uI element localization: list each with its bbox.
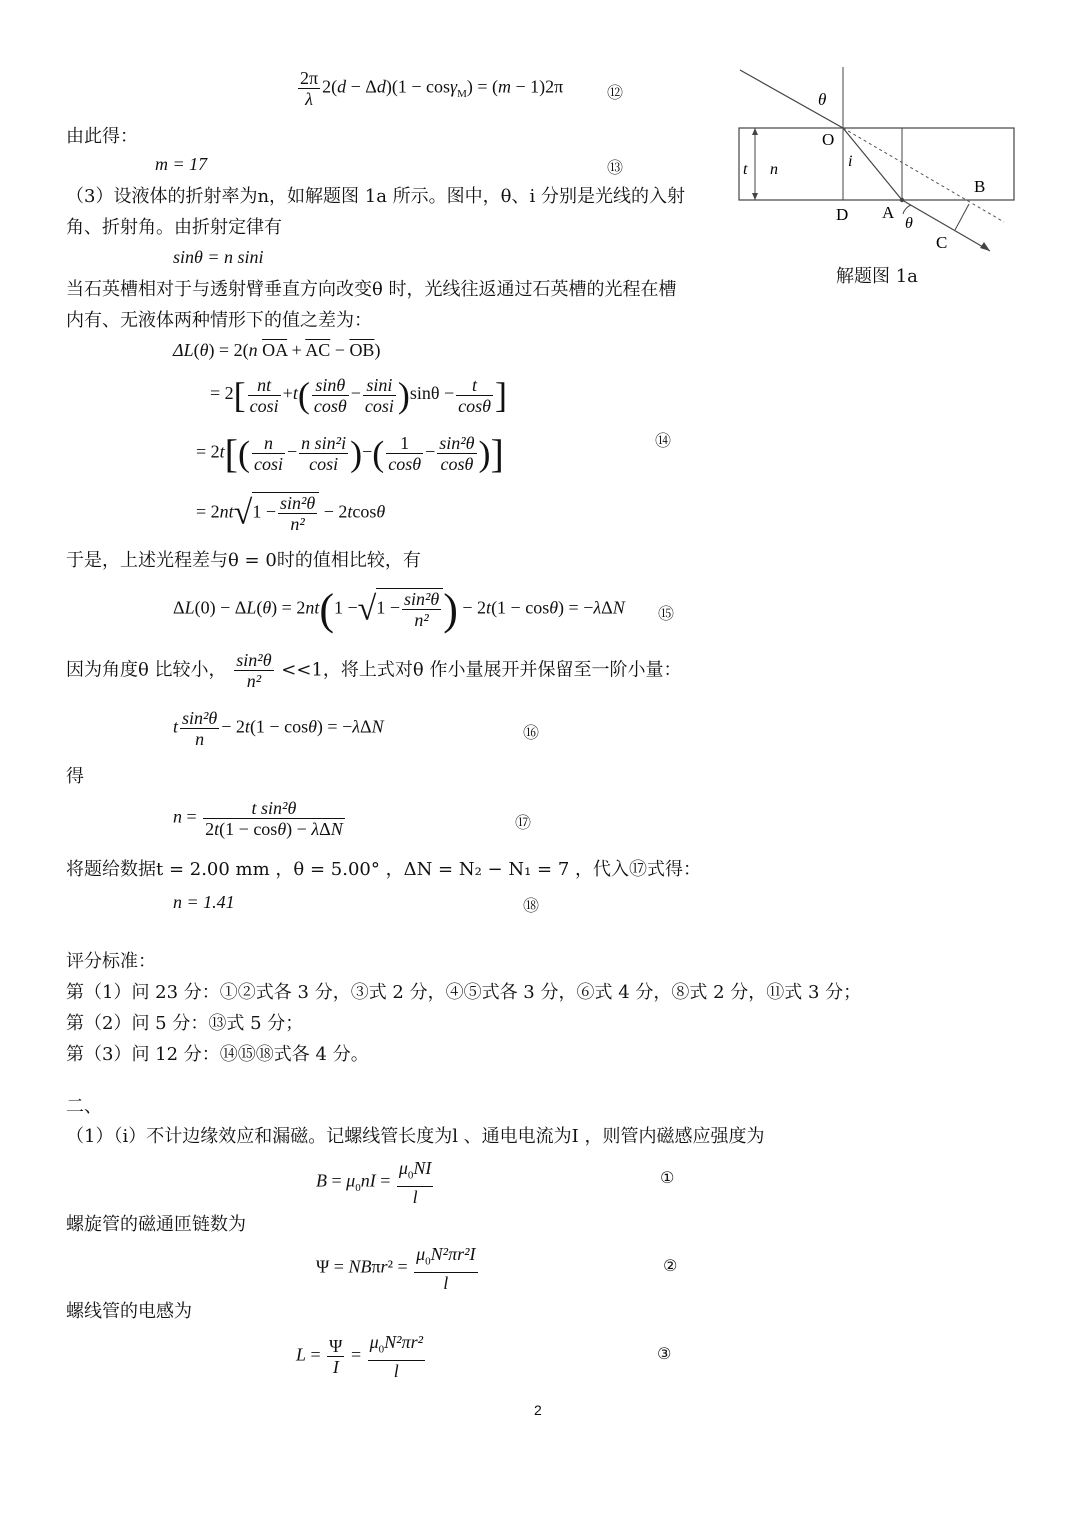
- equation-14-line3: = 2t[( $\frac{n}{\cos i}$ − $\frac{\text{n sin²i}}{\cos i}$ )−( $\frac{1}{\cos\theta}$ − $\frac{\text{sin²θ}}{\cos\theta}$ )]: [196, 431, 504, 476]
- text-flux: 螺旋管的磁通匝链数为: [66, 1214, 246, 1235]
- equation-B-number: ①: [660, 1168, 675, 1187]
- label-theta-bottom: θ: [905, 215, 913, 232]
- equation-13-number: ⑬: [607, 158, 624, 177]
- small-angle-text-a: 因为角度θ 比较小，: [66, 659, 227, 681]
- undeviated-ray-dashed: [843, 128, 1004, 222]
- angle-arc: [903, 205, 911, 214]
- equation-13: m = 17: [155, 154, 208, 174]
- score-title: 评分标准：: [66, 951, 156, 972]
- text-youci: 由此得：: [66, 126, 138, 147]
- equation-17-number: ⑰: [515, 813, 532, 832]
- equation-L: L = $\frac{\Psi}{I}$ = $\frac{\mu_0N^2\pi r^2}{l}$: [296, 1332, 423, 1381]
- equation-14-line1: ΔL(θ) = 2(n $\overline{OA} + \overline{AC} - \overline{OB}$): [173, 340, 381, 360]
- equation-16-number: ⑯: [523, 723, 540, 742]
- score-line-1: 第（1）问 23 分：①②式各 3 分，③式 2 分，④⑤式各 3 分，⑥式 4 分，⑧式 2 分，⑪式 3 分；: [66, 982, 862, 1003]
- paragraph-compare: 于是，上述光程差与θ = 0时的值相比较，有: [66, 550, 421, 571]
- label-C: C: [936, 233, 948, 252]
- equation-Psi: Ψ = NBπr² = $\frac{\mu_0N^2\pi r^2I}{l}$: [316, 1244, 476, 1293]
- paragraph-path-diff-1: 当石英槽相对于与透射臂垂直方向改变θ 时，光线往返通过石英槽的光程在槽: [66, 279, 677, 300]
- equation-18-number: ⑱: [523, 896, 540, 915]
- exit-ray-arrowhead: [980, 242, 990, 251]
- quartz-cell: [739, 128, 1014, 200]
- paragraph-path-diff-2: 内有、无液体两种情形下的值之差为：: [66, 310, 372, 331]
- label-B: B: [974, 177, 986, 196]
- equation-14-line2: = 2[ $\frac{nt}{\cos i}$ +t( $\frac{\sin\theta}{\cos\theta}$ − $\frac{\sin i}{\cos i}$ )sinθ − $\frac{t}{\cos\theta}$ ]: [210, 374, 507, 416]
- small-angle-fraction: $\frac{\text{sin²θ}}{\text{n²}}$: [236, 650, 272, 691]
- label-i: i: [848, 153, 853, 170]
- part3-intro-line2: 角、折射角。由折射定律有: [66, 217, 282, 238]
- equation-18: n = 1.41: [173, 892, 235, 912]
- equation-12: $\frac{2\pi}{\lambda}$ 2(d − Δd)(1 − cosγ$_M$) = (m − 1)2π: [300, 68, 564, 109]
- small-angle-text-b: <<1，将上式对θ 作小量展开并保留至一阶小量：: [281, 659, 682, 681]
- point-A-marker: [900, 198, 904, 202]
- paragraph-small-angle: [66, 650, 681, 691]
- section-two-heading: 二、: [66, 1096, 102, 1117]
- label-A: A: [882, 203, 895, 222]
- thickness-arrow-bottom: [752, 193, 758, 200]
- part3-intro-line1: （3）设液体的折射率为n，如解题图 1a 所示。图中，θ、i 分别是光线的入射: [66, 186, 685, 207]
- label-D: D: [836, 205, 849, 224]
- equation-12-number: ⑫: [607, 83, 624, 102]
- page-number: 2: [534, 1402, 542, 1418]
- score-line-2: 第（2）问 5 分：⑬式 5 分；: [66, 1013, 304, 1034]
- label-t: t: [743, 161, 748, 178]
- equation-15: ΔL(0) − ΔL(θ) = 2nt(1 −√1 − $\frac{\text{sin²θ}}{\text{n²}}$ ) − 2t(1 − cosθ) = −λΔN: [173, 585, 625, 634]
- equation-16: t $\frac{\text{sin²θ}}{n}$ − 2t(1 − cosθ) = −λΔN: [173, 708, 384, 749]
- equation-B: $B = \mu_0nI$ = $\frac{\mu_0NI}{l}$: [316, 1158, 432, 1207]
- equation-17: n = $\frac{\text{t sin²θ}}{\text{2t(1 − cosθ) − λΔN}}$: [173, 798, 343, 839]
- wavefront-BC: [955, 204, 969, 230]
- text-inductance: 螺线管的电感为: [66, 1301, 192, 1322]
- label-n: n: [770, 161, 778, 178]
- part1-intro: （1）（i）不计边缘效应和漏磁。记螺线管长度为l 、通电电流为I ，则管内磁感应强度为: [66, 1126, 765, 1147]
- figure-1a-diagram: [732, 62, 1022, 262]
- equation-14-line4: = 2nt√1 − $\frac{\text{sin²θ}}{\text{n²}}$ − 2tcosθ: [196, 493, 386, 534]
- score-line-3: 第（3）问 12 分：⑭⑮⑱式各 4 分。: [66, 1044, 369, 1065]
- equation-Psi-number: ②: [663, 1256, 678, 1275]
- label-theta-top: θ: [818, 90, 827, 109]
- paragraph-data: 将题给数据t = 2.00 mm ，θ = 5.00° ，ΔN = N₂ − N₁ = 7 ，代入⑰式得：: [66, 859, 702, 880]
- figure-caption: 解题图 1a: [836, 266, 918, 287]
- equation-15-number: ⑮: [658, 604, 675, 623]
- snell-law: sinθ = n sini: [173, 247, 264, 267]
- equation-14-number: ⑭: [655, 431, 672, 450]
- thickness-arrow-top: [752, 128, 758, 135]
- equation-L-number: ③: [657, 1344, 672, 1363]
- label-O: O: [822, 130, 835, 149]
- figure-1a: [732, 62, 1022, 292]
- text-de: 得: [66, 766, 84, 787]
- incident-ray: [740, 70, 843, 128]
